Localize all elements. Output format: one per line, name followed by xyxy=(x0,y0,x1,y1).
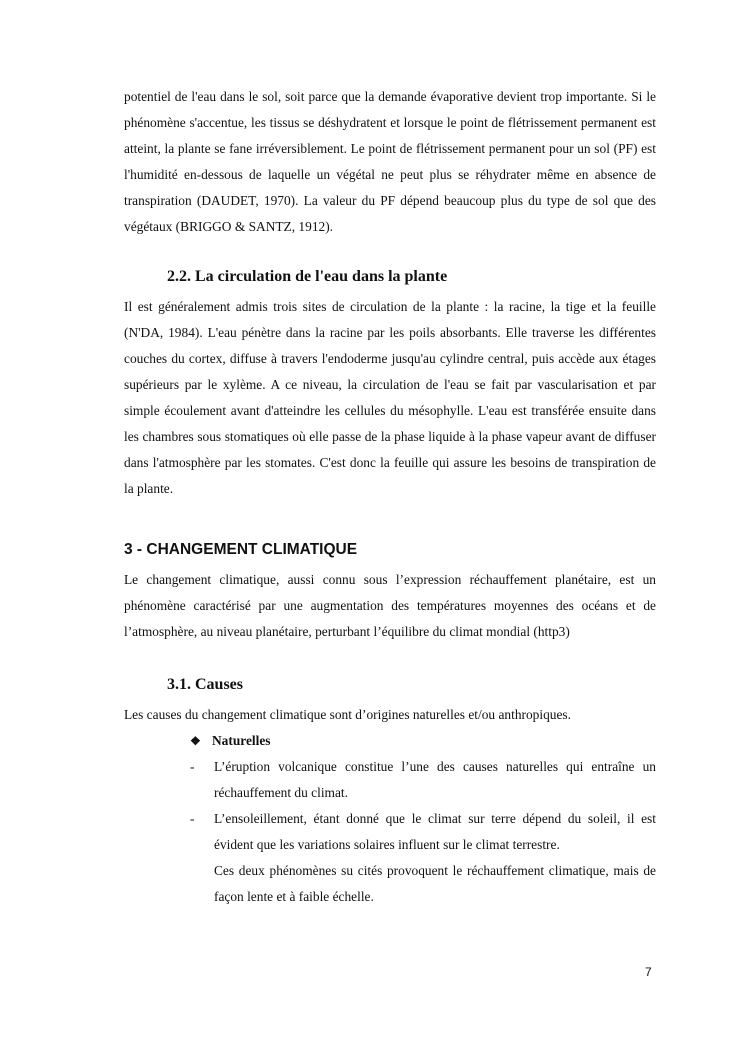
paragraph-causes: Les causes du changement climatique sont d’origines naturelles et/ou anthropiques. xyxy=(124,707,571,722)
list-item-text: L’ensoleillement, étant donné que le climat sur terre dépend du soleil, il est évident que les variations solaires influent sur le climat terrestre. xyxy=(214,811,656,852)
list-item-continuation: Ces deux phénomènes su cités provoquent le réchauffement climatique, mais de façon lente et à faible échelle. xyxy=(214,863,656,904)
paragraph-circulation: Il est généralement admis trois sites de circulation de la plante : la racine, la tige et la feuille (N'DA, 1984). L'eau pénètre dans la racine par les poils absorbants. Elle traverse les différentes couches du cortex, diffuse à travers l'endoderme jusqu'au cylindre central, puis accède aux étages supérieurs par le xylème. A ce niveau, la circulation de l'eau se fait par vascularisation et par simple écoulement avant d'atteindre les cellules du mésophylle. L'eau est transférée ensuite dans les chambres sous stomatiques où elle passe de la phase liquide à la phase vapeur avant de diffuser dans l'atmosphère par les stomates. C'est donc la feuille qui assure les besoins de transpiration de la plante. xyxy=(124,299,656,496)
dash-marker: - xyxy=(190,759,195,774)
bullet-label: Naturelles xyxy=(212,733,271,748)
dash-marker: - xyxy=(190,811,195,826)
list-item xyxy=(190,806,656,858)
diamond-bullet-icon: ❖ xyxy=(190,734,201,748)
paragraph-intro: potentiel de l'eau dans le sol, soit parce que la demande évaporative devient trop importante. Si le phénomène s'accentue, les tissus se déshydratent et lorsque le point de flétrissement permanent est atteint, la plante se fane irréversiblement. Le point de flétrissement permanent pour un sol (PF) est l'humidité en-dessous de laquelle un végétal ne peut plus se réhydrater même en absence de transpiration (DAUDET, 1970). La valeur du PF dépend beaucoup plus du type de sol que des végétaux (BRIGGO & SANTZ, 1912). xyxy=(124,89,656,234)
page-number: 7 xyxy=(645,965,652,979)
bullet-naturelles xyxy=(190,733,271,749)
heading-3: 3 - CHANGEMENT CLIMATIQUE xyxy=(124,541,358,558)
list-item-text: L’éruption volcanique constitue l’une des causes naturelles qui entraîne un réchauffement du climat. xyxy=(214,759,656,800)
heading-3-1: 3.1. Causes xyxy=(167,676,244,693)
heading-2-2: 2.2. La circulation de l'eau dans la plante xyxy=(167,268,448,285)
paragraph-changement: Le changement climatique, aussi connu sous l’expression réchauffement planétaire, est un phénomène caractérisé par une augmentation des températures moyennes des océans et de l’atmosphère, au niveau planétaire, perturbant l’équilibre du climat mondial (http3) xyxy=(124,572,656,639)
list-item xyxy=(190,754,656,806)
